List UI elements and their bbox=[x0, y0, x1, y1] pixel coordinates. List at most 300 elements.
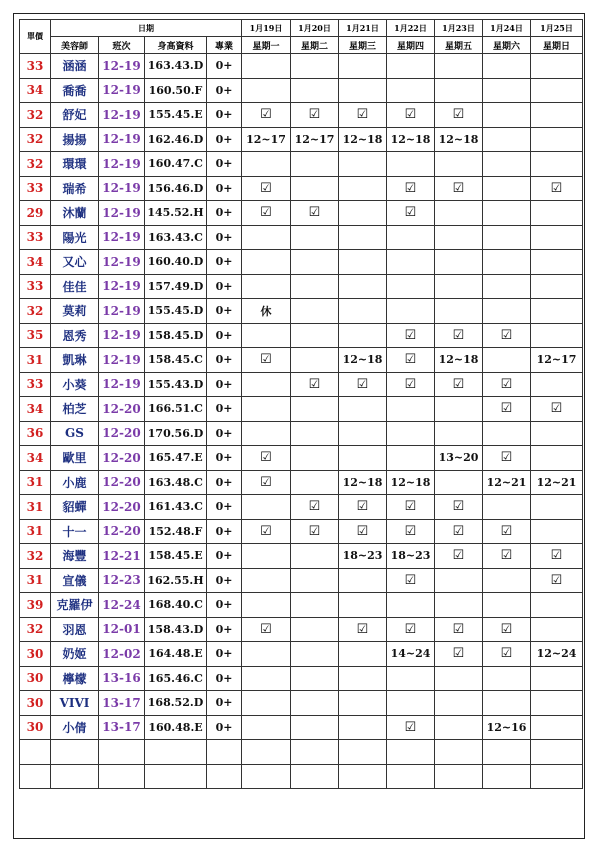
pro-cell: 0+ bbox=[207, 397, 242, 422]
schedule-cell bbox=[483, 568, 531, 593]
shift-cell: 12-20 bbox=[99, 519, 145, 544]
height-data-cell: 168.40.C bbox=[145, 593, 207, 618]
weekday-header-cell: 星期一 bbox=[242, 37, 291, 54]
stylist-name: 莫莉 bbox=[51, 299, 99, 324]
schedule-cell bbox=[483, 495, 531, 520]
schedule-cell: 12~18 bbox=[339, 348, 387, 373]
shift-header: 班次 bbox=[99, 37, 145, 54]
pro-cell: 0+ bbox=[207, 544, 242, 569]
schedule-cell bbox=[435, 274, 483, 299]
shift-cell: 12-19 bbox=[99, 201, 145, 226]
schedule-cell bbox=[339, 152, 387, 177]
check-icon: ☑ bbox=[291, 103, 339, 128]
price-cell: 33 bbox=[20, 225, 51, 250]
schedule-cell bbox=[531, 323, 583, 348]
shift-cell: 12-19 bbox=[99, 299, 145, 324]
table-row bbox=[20, 323, 583, 348]
schedule-cell bbox=[387, 421, 435, 446]
schedule-cell bbox=[531, 127, 583, 152]
check-icon: ☑ bbox=[531, 397, 583, 422]
price-cell: 32 bbox=[20, 299, 51, 324]
height-data-cell: 156.46.D bbox=[145, 176, 207, 201]
price-cell bbox=[20, 764, 51, 789]
shift-cell: 13-16 bbox=[99, 666, 145, 691]
pro-cell: 0+ bbox=[207, 127, 242, 152]
schedule-cell bbox=[242, 642, 291, 667]
schedule-cell bbox=[483, 593, 531, 618]
schedule-cell bbox=[242, 274, 291, 299]
pro-cell: 0+ bbox=[207, 691, 242, 716]
schedule-cell bbox=[483, 78, 531, 103]
schedule-cell: 休 bbox=[242, 299, 291, 324]
schedule-cell bbox=[339, 666, 387, 691]
price-cell: 34 bbox=[20, 250, 51, 275]
date-header-cell: 1月22日 bbox=[387, 20, 435, 37]
price-cell: 32 bbox=[20, 103, 51, 128]
schedule-cell bbox=[531, 274, 583, 299]
shift-cell: 12-19 bbox=[99, 323, 145, 348]
check-icon: ☑ bbox=[483, 519, 531, 544]
height-data-cell: 160.40.D bbox=[145, 250, 207, 275]
table-row bbox=[20, 740, 583, 765]
height-data-cell bbox=[145, 740, 207, 765]
schedule-cell bbox=[531, 519, 583, 544]
schedule-cell bbox=[531, 372, 583, 397]
stylist-name: 又心 bbox=[51, 250, 99, 275]
schedule-cell bbox=[291, 421, 339, 446]
schedule-cell bbox=[242, 495, 291, 520]
schedule-cell bbox=[435, 152, 483, 177]
schedule-cell bbox=[531, 250, 583, 275]
height-data-cell: 155.45.D bbox=[145, 299, 207, 324]
schedule-cell bbox=[483, 201, 531, 226]
height-data-cell: 155.45.E bbox=[145, 103, 207, 128]
table-row bbox=[20, 715, 583, 740]
shift-cell bbox=[99, 764, 145, 789]
schedule-cell bbox=[435, 201, 483, 226]
schedule-cell bbox=[339, 568, 387, 593]
check-icon: ☑ bbox=[291, 201, 339, 226]
schedule-cell bbox=[483, 225, 531, 250]
stylist-name: 喬喬 bbox=[51, 78, 99, 103]
stylist-name: 小倩 bbox=[51, 715, 99, 740]
schedule-cell bbox=[242, 666, 291, 691]
shift-cell: 12-19 bbox=[99, 176, 145, 201]
weekday-header-cell: 星期六 bbox=[483, 37, 531, 54]
height-data-cell bbox=[145, 764, 207, 789]
schedule-cell bbox=[339, 176, 387, 201]
schedule-cell bbox=[483, 250, 531, 275]
check-icon: ☑ bbox=[242, 201, 291, 226]
schedule-cell bbox=[242, 78, 291, 103]
table-row bbox=[20, 250, 583, 275]
schedule-cell bbox=[242, 225, 291, 250]
table-row bbox=[20, 152, 583, 177]
date-header-cell: 1月19日 bbox=[242, 20, 291, 37]
height-data-cell: 165.47.E bbox=[145, 446, 207, 471]
date-header-cell: 1月25日 bbox=[531, 20, 583, 37]
height-data-cell: 158.45.C bbox=[145, 348, 207, 373]
schedule-cell bbox=[242, 372, 291, 397]
schedule-cell bbox=[291, 568, 339, 593]
schedule-cell bbox=[339, 421, 387, 446]
schedule-cell bbox=[531, 201, 583, 226]
pro-cell: 0+ bbox=[207, 78, 242, 103]
height-data-cell: 165.46.C bbox=[145, 666, 207, 691]
check-icon: ☑ bbox=[435, 176, 483, 201]
stylist-name: 沐蘭 bbox=[51, 201, 99, 226]
height-data-cell: 168.52.D bbox=[145, 691, 207, 716]
price-cell bbox=[20, 740, 51, 765]
pro-cell: 0+ bbox=[207, 715, 242, 740]
schedule-cell bbox=[435, 568, 483, 593]
check-icon: ☑ bbox=[435, 103, 483, 128]
pro-cell: 0+ bbox=[207, 54, 242, 79]
price-cell: 31 bbox=[20, 470, 51, 495]
height-data-cell: 152.48.F bbox=[145, 519, 207, 544]
table-row bbox=[20, 127, 583, 152]
pro-cell: 0+ bbox=[207, 274, 242, 299]
check-icon: ☑ bbox=[531, 544, 583, 569]
price-cell: 34 bbox=[20, 397, 51, 422]
table-row bbox=[20, 666, 583, 691]
schedule-cell bbox=[291, 397, 339, 422]
schedule-cell: 12~18 bbox=[339, 470, 387, 495]
table-row bbox=[20, 764, 583, 789]
schedule-cell bbox=[291, 348, 339, 373]
schedule-cell bbox=[435, 470, 483, 495]
schedule-cell bbox=[483, 299, 531, 324]
shift-cell: 12-20 bbox=[99, 446, 145, 471]
schedule-cell bbox=[483, 740, 531, 765]
schedule-cell bbox=[531, 103, 583, 128]
schedule-cell bbox=[242, 691, 291, 716]
pro-cell: 0+ bbox=[207, 593, 242, 618]
schedule-cell: 12~18 bbox=[435, 127, 483, 152]
stylist-name: 佳佳 bbox=[51, 274, 99, 299]
table-row bbox=[20, 421, 583, 446]
table-row bbox=[20, 78, 583, 103]
stylist-name: 宣儀 bbox=[51, 568, 99, 593]
shift-cell: 12-19 bbox=[99, 152, 145, 177]
schedule-cell bbox=[339, 250, 387, 275]
schedule-cell bbox=[291, 323, 339, 348]
schedule-cell bbox=[339, 274, 387, 299]
schedule-cell bbox=[339, 691, 387, 716]
height-data-cell: 158.45.E bbox=[145, 544, 207, 569]
schedule-cell bbox=[531, 78, 583, 103]
schedule-cell: 13~20 bbox=[435, 446, 483, 471]
price-cell: 34 bbox=[20, 78, 51, 103]
table-row bbox=[20, 372, 583, 397]
schedule-cell bbox=[483, 421, 531, 446]
schedule-cell bbox=[387, 593, 435, 618]
schedule-cell bbox=[242, 544, 291, 569]
schedule-cell bbox=[387, 274, 435, 299]
schedule-cell bbox=[531, 740, 583, 765]
schedule-cell bbox=[291, 691, 339, 716]
table-row bbox=[20, 299, 583, 324]
check-icon: ☑ bbox=[291, 495, 339, 520]
schedule-cell bbox=[531, 617, 583, 642]
shift-cell: 12-20 bbox=[99, 470, 145, 495]
pro-cell: 0+ bbox=[207, 225, 242, 250]
pro-cell: 0+ bbox=[207, 250, 242, 275]
price-cell: 31 bbox=[20, 495, 51, 520]
stylist-name: 羽恩 bbox=[51, 617, 99, 642]
schedule-cell bbox=[291, 617, 339, 642]
stylist-name: 揚揚 bbox=[51, 127, 99, 152]
stylist-name: 涵涵 bbox=[51, 54, 99, 79]
schedule-cell bbox=[483, 666, 531, 691]
check-icon: ☑ bbox=[339, 372, 387, 397]
check-icon: ☑ bbox=[242, 617, 291, 642]
pro-cell: 0+ bbox=[207, 446, 242, 471]
schedule-cell bbox=[435, 421, 483, 446]
stylist-name: 凱琳 bbox=[51, 348, 99, 373]
schedule-body bbox=[20, 54, 583, 789]
schedule-cell bbox=[531, 225, 583, 250]
check-icon: ☑ bbox=[435, 372, 483, 397]
check-icon: ☑ bbox=[435, 519, 483, 544]
schedule-cell bbox=[242, 715, 291, 740]
check-icon: ☑ bbox=[387, 103, 435, 128]
price-cell: 32 bbox=[20, 544, 51, 569]
check-icon: ☑ bbox=[339, 495, 387, 520]
check-icon: ☑ bbox=[483, 397, 531, 422]
pro-cell: 0+ bbox=[207, 666, 242, 691]
pro-cell: 0+ bbox=[207, 348, 242, 373]
schedule-cell bbox=[242, 568, 291, 593]
schedule-cell bbox=[339, 715, 387, 740]
stylist-name: 恩秀 bbox=[51, 323, 99, 348]
check-icon: ☑ bbox=[435, 617, 483, 642]
weekday-header-cell: 星期五 bbox=[435, 37, 483, 54]
stylist-name: 奶姬 bbox=[51, 642, 99, 667]
stylist-name: 海豐 bbox=[51, 544, 99, 569]
schedule-cell bbox=[387, 740, 435, 765]
schedule-cell bbox=[435, 78, 483, 103]
schedule-cell: 12~18 bbox=[387, 127, 435, 152]
schedule-cell bbox=[531, 299, 583, 324]
schedule-cell bbox=[531, 593, 583, 618]
schedule-cell bbox=[291, 470, 339, 495]
schedule-cell bbox=[435, 250, 483, 275]
schedule-cell: 12~18 bbox=[339, 127, 387, 152]
check-icon: ☑ bbox=[242, 348, 291, 373]
height-data-cell: 160.50.F bbox=[145, 78, 207, 103]
shift-cell: 12-02 bbox=[99, 642, 145, 667]
price-cell: 34 bbox=[20, 446, 51, 471]
check-icon: ☑ bbox=[242, 470, 291, 495]
shift-cell: 12-19 bbox=[99, 250, 145, 275]
shift-cell: 12-19 bbox=[99, 103, 145, 128]
height-data-cell: 157.49.D bbox=[145, 274, 207, 299]
price-cell: 33 bbox=[20, 372, 51, 397]
check-icon: ☑ bbox=[483, 617, 531, 642]
schedule-cell bbox=[387, 691, 435, 716]
schedule-cell bbox=[339, 201, 387, 226]
schedule-cell bbox=[291, 544, 339, 569]
shift-cell: 13-17 bbox=[99, 691, 145, 716]
shift-cell: 12-19 bbox=[99, 348, 145, 373]
stylist-name: 瑞希 bbox=[51, 176, 99, 201]
schedule-cell bbox=[435, 299, 483, 324]
price-cell: 31 bbox=[20, 348, 51, 373]
check-icon: ☑ bbox=[387, 495, 435, 520]
price-cell: 30 bbox=[20, 715, 51, 740]
schedule-cell bbox=[435, 54, 483, 79]
stylist-name: 貂蟬 bbox=[51, 495, 99, 520]
pro-cell: 0+ bbox=[207, 299, 242, 324]
schedule-cell bbox=[339, 446, 387, 471]
schedule-cell bbox=[483, 274, 531, 299]
schedule-cell bbox=[387, 764, 435, 789]
table-row bbox=[20, 495, 583, 520]
schedule-cell bbox=[387, 152, 435, 177]
schedule-cell bbox=[483, 691, 531, 716]
schedule-cell bbox=[483, 54, 531, 79]
pro-cell: 0+ bbox=[207, 495, 242, 520]
schedule-cell bbox=[531, 54, 583, 79]
table-row bbox=[20, 691, 583, 716]
check-icon: ☑ bbox=[483, 446, 531, 471]
height-data-cell: 170.56.D bbox=[145, 421, 207, 446]
stylist-name: 克羅伊 bbox=[51, 593, 99, 618]
table-row bbox=[20, 642, 583, 667]
check-icon: ☑ bbox=[483, 323, 531, 348]
price-cell: 33 bbox=[20, 176, 51, 201]
height-data-cell: 161.43.C bbox=[145, 495, 207, 520]
schedule-cell bbox=[291, 54, 339, 79]
header-date-row bbox=[20, 20, 583, 37]
table-row bbox=[20, 593, 583, 618]
table-row bbox=[20, 225, 583, 250]
stylist-name: 歐里 bbox=[51, 446, 99, 471]
schedule-cell: 12~18 bbox=[387, 470, 435, 495]
schedule-cell bbox=[242, 152, 291, 177]
check-icon: ☑ bbox=[291, 519, 339, 544]
price-header: 單價 bbox=[20, 20, 51, 54]
stylist-name: 環環 bbox=[51, 152, 99, 177]
header-label-row bbox=[20, 37, 583, 54]
shift-cell: 12-23 bbox=[99, 568, 145, 593]
schedule-cell bbox=[291, 176, 339, 201]
pro-cell: 0+ bbox=[207, 470, 242, 495]
schedule-cell bbox=[387, 54, 435, 79]
check-icon: ☑ bbox=[435, 323, 483, 348]
schedule-cell bbox=[387, 446, 435, 471]
shift-cell: 12-20 bbox=[99, 397, 145, 422]
height-data-cell: 155.43.D bbox=[145, 372, 207, 397]
price-cell: 39 bbox=[20, 593, 51, 618]
shift-cell bbox=[99, 740, 145, 765]
schedule-cell bbox=[291, 274, 339, 299]
stylist-name: 小鹿 bbox=[51, 470, 99, 495]
schedule-cell bbox=[242, 421, 291, 446]
pro-cell bbox=[207, 764, 242, 789]
schedule-cell bbox=[291, 152, 339, 177]
table-row bbox=[20, 176, 583, 201]
schedule-cell: 12~17 bbox=[242, 127, 291, 152]
shift-cell: 12-19 bbox=[99, 372, 145, 397]
weekday-header-cell: 星期四 bbox=[387, 37, 435, 54]
schedule-cell bbox=[387, 225, 435, 250]
check-icon: ☑ bbox=[387, 348, 435, 373]
schedule-cell bbox=[339, 642, 387, 667]
shift-cell: 12-20 bbox=[99, 495, 145, 520]
shift-cell: 13-17 bbox=[99, 715, 145, 740]
stylist-name: 陽光 bbox=[51, 225, 99, 250]
shift-cell: 12-19 bbox=[99, 274, 145, 299]
table-row bbox=[20, 103, 583, 128]
schedule-cell bbox=[435, 715, 483, 740]
schedule-cell bbox=[339, 764, 387, 789]
date-header: 日期 bbox=[51, 20, 242, 37]
schedule-cell bbox=[242, 397, 291, 422]
schedule-cell bbox=[291, 593, 339, 618]
schedule-cell bbox=[291, 642, 339, 667]
schedule-cell bbox=[531, 764, 583, 789]
pro-header: 專業 bbox=[207, 37, 242, 54]
schedule-cell bbox=[242, 323, 291, 348]
schedule-cell bbox=[483, 127, 531, 152]
price-cell: 30 bbox=[20, 691, 51, 716]
schedule-cell bbox=[531, 495, 583, 520]
schedule-cell bbox=[435, 740, 483, 765]
check-icon: ☑ bbox=[387, 176, 435, 201]
schedule-cell: 18~23 bbox=[387, 544, 435, 569]
pro-cell: 0+ bbox=[207, 201, 242, 226]
table-row bbox=[20, 446, 583, 471]
schedule-cell bbox=[339, 740, 387, 765]
price-cell: 36 bbox=[20, 421, 51, 446]
schedule-cell bbox=[483, 764, 531, 789]
schedule-cell bbox=[435, 397, 483, 422]
date-header-cell: 1月20日 bbox=[291, 20, 339, 37]
height-data-cell: 163.43.D bbox=[145, 54, 207, 79]
schedule-cell bbox=[291, 78, 339, 103]
check-icon: ☑ bbox=[339, 617, 387, 642]
schedule-cell bbox=[387, 299, 435, 324]
schedule-cell: 12~21 bbox=[531, 470, 583, 495]
schedule-cell bbox=[483, 103, 531, 128]
check-icon: ☑ bbox=[291, 372, 339, 397]
schedule-cell bbox=[242, 740, 291, 765]
stylist-name: VIVI bbox=[51, 691, 99, 716]
schedule-cell bbox=[435, 691, 483, 716]
height-data-cell: 158.43.D bbox=[145, 617, 207, 642]
stylist-name: 舒妃 bbox=[51, 103, 99, 128]
schedule-cell: 12~17 bbox=[291, 127, 339, 152]
check-icon: ☑ bbox=[483, 372, 531, 397]
pro-cell: 0+ bbox=[207, 642, 242, 667]
check-icon: ☑ bbox=[483, 642, 531, 667]
pro-cell: 0+ bbox=[207, 176, 242, 201]
table-row bbox=[20, 519, 583, 544]
check-icon: ☑ bbox=[242, 176, 291, 201]
shift-cell: 12-19 bbox=[99, 54, 145, 79]
schedule-cell: 12~17 bbox=[531, 348, 583, 373]
pro-cell: 0+ bbox=[207, 617, 242, 642]
schedule-cell bbox=[291, 666, 339, 691]
height-data-cell: 160.48.E bbox=[145, 715, 207, 740]
pro-cell: 0+ bbox=[207, 372, 242, 397]
check-icon: ☑ bbox=[387, 568, 435, 593]
check-icon: ☑ bbox=[387, 201, 435, 226]
schedule-cell bbox=[291, 740, 339, 765]
height-data-cell: 162.55.H bbox=[145, 568, 207, 593]
